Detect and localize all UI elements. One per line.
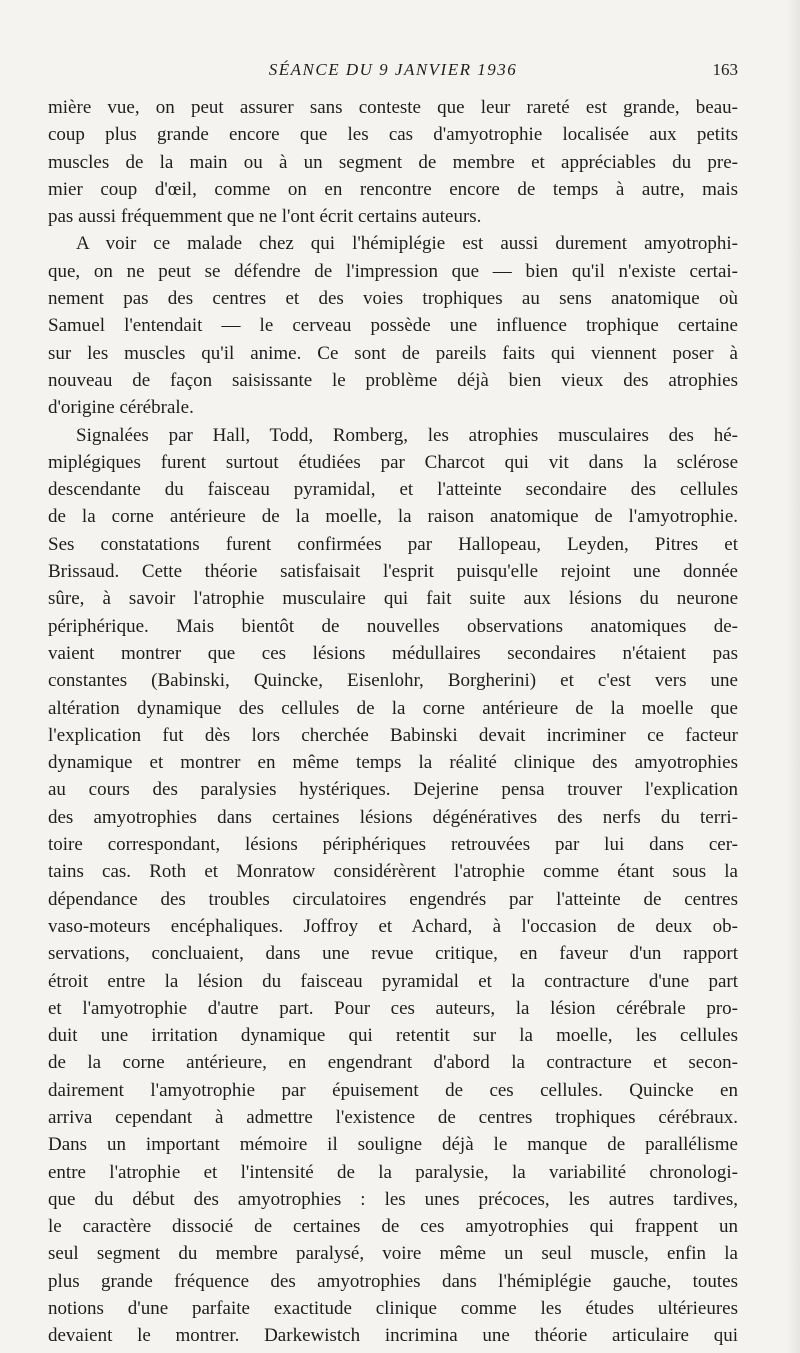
text-line: Samuel l'entendait — le cerveau possède une influence trophique certaine: [48, 315, 738, 337]
text-line: arriva cependant à admettre l'existence de centres trophiques cérébraux.: [48, 1106, 738, 1128]
text-line: devaient le montrer. Darkewistch incrimina une théorie articulaire qui: [48, 1325, 738, 1347]
text-line: Ses constatations furent confirmées par Hallopeau, Leyden, Pitres et: [48, 533, 738, 555]
text-line: mier coup d'œil, comme on en rencontre encore de temps à autre, mais: [48, 178, 738, 200]
text-line: que du début des amyotrophies : les unes précoces, les autres tardives,: [48, 1188, 738, 1210]
text-line: toire correspondant, lésions périphériques retrouvées par lui dans cer-: [48, 834, 738, 856]
text-line: plus grande fréquence des amyotrophies dans l'hémiplégie gauche, toutes: [48, 1270, 738, 1292]
text-line: A voir ce malade chez qui l'hémiplégie est aussi durement amyotrophi-: [76, 233, 738, 255]
text-line: de la corne antérieure de la moelle, la raison anatomique de l'amyotrophie.: [48, 506, 738, 528]
text-line: nement pas des centres et des voies trophiques au sens anatomique où: [48, 288, 738, 310]
text-line: étroit entre la lésion du faisceau pyramidal et la contracture d'une part: [48, 970, 738, 992]
text-line: l'explication fut dès lors cherchée Babinski devait incriminer ce facteur: [48, 724, 738, 746]
text-line: Brissaud. Cette théorie satisfaisait l'esprit puisqu'elle rejoint une donnée: [48, 561, 738, 583]
paragraph: [48, 94, 738, 230]
text-line: dépendance des troubles circulatoires engendrés par l'atteinte de centres: [48, 888, 738, 910]
text-line: notions d'une parfaite exactitude clinique comme les études ultérieures: [48, 1298, 738, 1320]
text-line: Signalées par Hall, Todd, Romberg, les atrophies musculaires des hé-: [76, 424, 738, 446]
text-line: et l'amyotrophie d'autre part. Pour ces auteurs, la lésion cérébrale pro-: [48, 997, 738, 1019]
text-line: mière vue, on peut assurer sans conteste que leur rareté est grande, beau-: [48, 97, 738, 118]
text-line: miplégiques furent surtout étudiées par Charcot qui vit dans la sclérose: [48, 451, 738, 473]
text-line: périphérique. Mais bientôt de nouvelles observations anatomiques de-: [48, 615, 738, 637]
text-line: des amyotrophies dans certaines lésions dégénératives des nerfs du terri-: [48, 806, 738, 828]
text-line: constantes (Babinski, Quincke, Eisenlohr, Borgherini) et c'est vers une: [48, 670, 738, 692]
paragraph: [48, 230, 738, 421]
running-title: SÉANCE DU 9 JANVIER 1936: [268, 60, 518, 79]
text-line: que, on ne peut se défendre de l'impression que — bien qu'il n'existe certai-: [48, 260, 738, 282]
text-line: sûre, à savoir l'atrophie musculaire qui fait suite aux lésions du neurone: [48, 588, 738, 610]
text-line: muscles de la main ou à un segment de membre et appréciables du pre-: [48, 151, 738, 173]
text-line: le caractère dissocié de certaines de ces amyotrophies qui frappent un: [48, 1216, 738, 1238]
text-line: vaient montrer que ces lésions médullaires secondaires n'étaient pas: [48, 642, 738, 664]
text-line: de la corne antérieure, en engendrant d'abord la contracture et secon-: [48, 1052, 738, 1074]
body-text: [48, 94, 738, 1350]
text-line: Dans un important mémoire il souligne déjà le manque de parallélisme: [48, 1134, 738, 1156]
text-line: dairement l'amyotrophie par épuisement de ces cellules. Quincke en: [48, 1079, 738, 1101]
running-head: [48, 60, 738, 90]
text-line: entre l'atrophie et l'intensité de la paralysie, la variabilité chronologi-: [48, 1161, 738, 1183]
text-line: nouveau de façon saisissante le problème déjà bien vieux des atrophies: [48, 369, 738, 391]
text-line: pas aussi fréquemment que ne l'ont écrit certains auteurs.: [48, 206, 482, 228]
text-line: au cours des paralysies hystériques. Dejerine pensa trouver l'explication: [48, 779, 738, 801]
text-line: descendante du faisceau pyramidal, et l'atteinte secondaire des cellules: [48, 479, 738, 501]
text-line: sur les muscles qu'il anime. Ce sont de pareils faits qui viennent poser à: [48, 342, 738, 364]
text-line: seul segment du membre paralysé, voire même un seul muscle, enfin la: [48, 1243, 738, 1265]
text-line: servations, concluaient, dans une revue critique, en faveur d'un rapport: [48, 943, 738, 965]
text-line: coup plus grande encore que les cas d'amyotrophie localisée aux petits: [48, 124, 738, 146]
text-line: duit une irritation dynamique qui retentit sur la moelle, les cellules: [48, 1025, 738, 1047]
paragraph: [48, 422, 738, 1350]
text-line: d'origine cérébrale.: [48, 397, 194, 419]
page-edge-shadow: [786, 0, 800, 1353]
page-number: 163: [712, 60, 738, 79]
text-line: tains cas. Roth et Monratow considérèrent l'atrophie comme étant sous la: [48, 861, 738, 883]
text-line: altération dynamique des cellules de la corne antérieure de la moelle que: [48, 697, 738, 719]
text-line: dynamique et montrer en même temps la réalité clinique des amyotrophies: [48, 752, 738, 774]
text-line: vaso-moteurs encéphaliques. Joffroy et Achard, à l'occasion de deux ob-: [48, 915, 738, 937]
